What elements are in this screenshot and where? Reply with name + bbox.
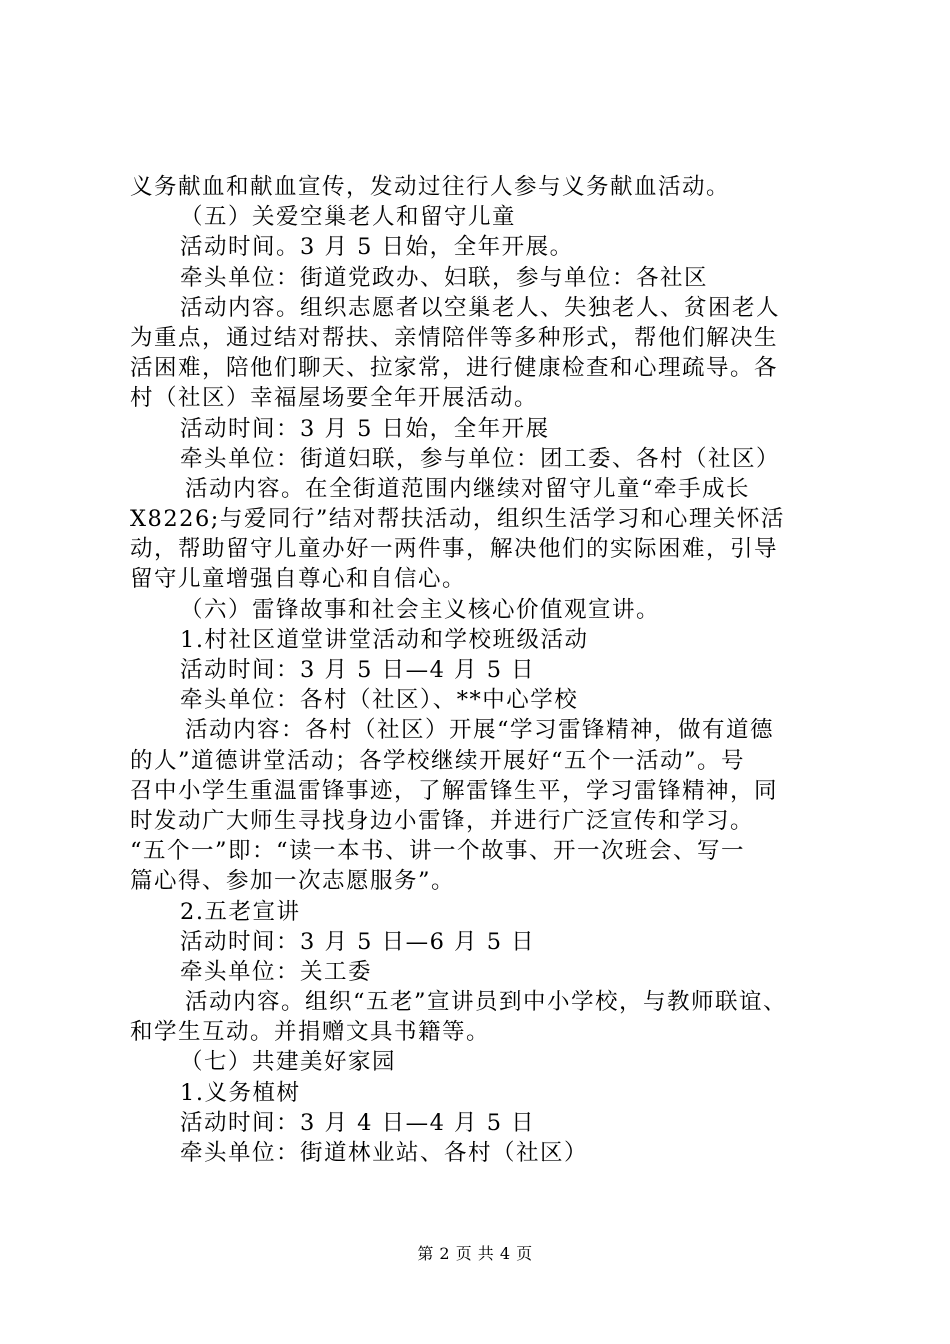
text-line: 牵头单位：各村（社区）、**中心学校 bbox=[180, 687, 579, 714]
text-line: 篇心得、参加一次志愿服务”。 bbox=[130, 868, 456, 895]
page-number-label: 第 2 页 共 4 页 bbox=[417, 1244, 533, 1263]
text-line: 义务献血和献血宣传，发动过往行人参与义务献血活动。 bbox=[130, 174, 731, 200]
text-line: 召中小学生重温雷锋事迹，了解雷锋生平，学习雷锋精神，同 bbox=[130, 777, 779, 804]
text-line: 牵头单位：街道党政办、妇联，参与单位：各社区 bbox=[180, 264, 709, 291]
text-line: 和学生互动。并捐赠文具书籍等。 bbox=[130, 1019, 491, 1046]
text-line: （七）共建美好家园 bbox=[180, 1049, 397, 1076]
text-line: （六）雷锋故事和社会主义核心价值观宣讲。 bbox=[180, 596, 661, 623]
text-line: 动，帮助留守儿童办好一两件事，解决他们的实际困难，引导 bbox=[130, 536, 779, 563]
text-line: 活动时间。3 月 5 日始，全年开展。 bbox=[180, 234, 574, 261]
text-line: 1.义务植树 bbox=[180, 1079, 301, 1106]
text-line: 活动内容。组织志愿者以空巢老人、失独老人、贫困老人 bbox=[180, 294, 781, 321]
text-line: 活困难，陪他们聊天、拉家常，进行健康检查和心理疏导。各 bbox=[130, 355, 779, 382]
text-line: 活动内容。在全街道范围内继续对留守儿童“牵手成长 bbox=[185, 475, 751, 502]
text-line: 牵头单位：街道妇联，参与单位：团工委、各村（社区） bbox=[180, 445, 781, 472]
text-line: 1.村社区道堂讲堂活动和学校班级活动 bbox=[180, 626, 589, 653]
text-line: 2.五老宣讲 bbox=[180, 898, 301, 925]
text-line: 为重点，通过结对帮扶、亲情陪伴等多种形式，帮他们解决生 bbox=[130, 324, 779, 351]
page-footer bbox=[0, 1244, 950, 1264]
text-line: X8226;与爱同行”结对帮扶活动，组织生活学习和心理关怀活 bbox=[130, 506, 785, 533]
text-line: 活动时间：3 月 5 日—6 月 5 日 bbox=[180, 928, 536, 955]
text-line: 活动时间：3 月 5 日始，全年开展 bbox=[180, 415, 550, 442]
text-line: （五）关爱空巢老人和留守儿童 bbox=[180, 204, 517, 231]
text-line: 牵头单位：街道林业站、各村（社区） bbox=[180, 1140, 589, 1166]
text-line: “五个一”即：“读一本书、讲一个故事、开一次班会、写一 bbox=[130, 838, 746, 865]
text-line: 时发动广大师生寻找身边小雷锋，并进行广泛宣传和学习。 bbox=[130, 807, 755, 834]
text-line: 村（社区）幸福屋场要全年开展活动。 bbox=[130, 385, 539, 412]
text-line: 活动时间：3 月 5 日—4 月 5 日 bbox=[180, 657, 536, 683]
text-line: 的人”道德讲堂活动；各学校继续开展好“五个一活动”。号 bbox=[130, 747, 746, 774]
text-line: 留守儿童增强自尊心和自信心。 bbox=[130, 566, 467, 593]
text-line: 活动内容。组织“五老”宣讲员到中小学校，与教师联谊、 bbox=[185, 989, 788, 1016]
document-body bbox=[130, 172, 850, 1168]
text-line: 活动内容：各村（社区）开展“学习雷锋精神，做有道德 bbox=[185, 717, 775, 744]
text-line: 牵头单位：关工委 bbox=[180, 958, 373, 985]
text-line: 活动时间：3 月 4 日—4 月 5 日 bbox=[180, 1109, 536, 1136]
